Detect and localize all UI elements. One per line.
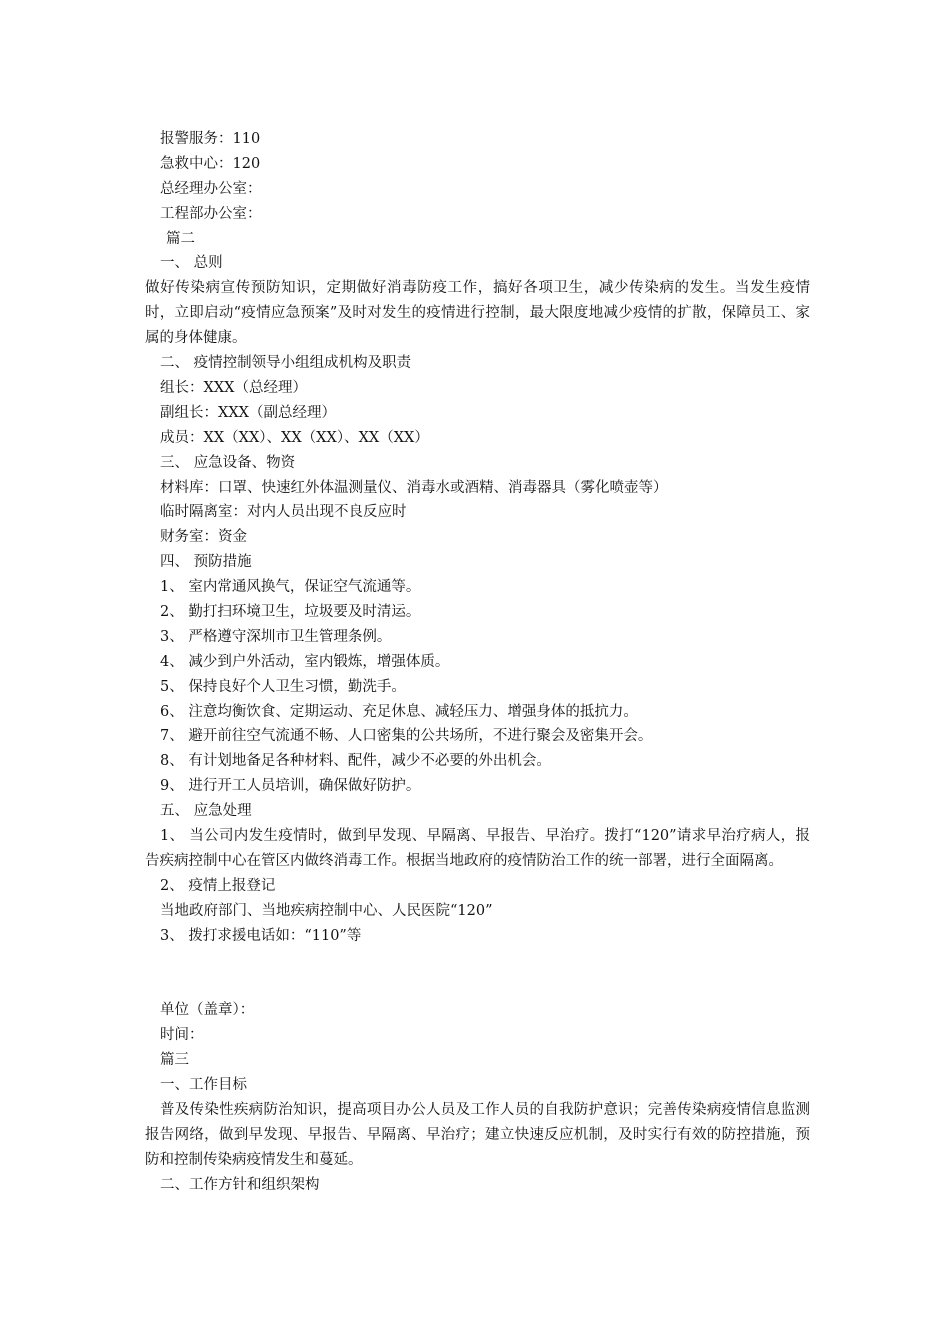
supplies-warehouse-line: 材料库：口罩、快速红外体温测量仪、消毒水或酒精、消毒器具（雾化喷壶等） — [160, 479, 668, 496]
prevention-item: 4、 减少到户外活动，室内锻炼，增强体质。 — [160, 653, 450, 670]
deputy-leader-line: 副组长：XXX（副总经理） — [160, 404, 336, 421]
spacer — [145, 948, 810, 998]
emergency-item-3: 3、 拨打求援电话如：“110”等 — [160, 927, 362, 944]
prevention-item: 5、 保持良好个人卫生习惯，勤洗手。 — [160, 678, 406, 695]
part3-section1-title: 一、工作目标 — [160, 1077, 247, 1094]
document-page — [145, 127, 810, 1198]
part2-section1-title: 一、 总则 — [160, 255, 223, 272]
emergency-item-2-detail: 当地政府部门、当地疾病控制中心、人民医院“120” — [160, 902, 493, 919]
members-line: 成员：XX（XX）、XX（XX）、XX（XX） — [160, 429, 429, 446]
leader-line: 组长：XXX（总经理） — [160, 379, 307, 396]
prevention-item: 7、 避开前往空气流通不畅、人口密集的公共场所，不进行聚会及密集开会。 — [160, 728, 653, 745]
prevention-item: 2、 勤打扫环境卫生，垃圾要及时清运。 — [160, 603, 421, 620]
contact-emergency: 急救中心：120 — [160, 155, 261, 172]
prevention-item: 8、 有计划地备足各种材料、配件，减少不必要的外出机会。 — [160, 753, 551, 770]
part3-section2-title: 二、工作方针和组织架构 — [160, 1176, 320, 1193]
part3-section1-body: 普及传染性疾病防治知识，提高项目办公人员及工作人员的自我防护意识；完善传染病疫情信息监测报告网络，做到早发现、早报告、早隔离、早治疗；建立快速反应机制，及时实行有效的防控措施，预防和控制传染病疫情发生和蔓延。 — [145, 1102, 810, 1168]
part2-section3-title: 三、 应急设备、物资 — [160, 454, 296, 471]
part2-section4-title: 四、 预防措施 — [160, 554, 252, 571]
time-line: 时间： — [160, 1027, 204, 1044]
emergency-item-2: 2、 疫情上报登记 — [160, 877, 276, 894]
contact-alarm: 报警服务：110 — [160, 131, 261, 147]
isolation-room-line: 临时隔离室：对内人员出现不良反应时 — [160, 504, 407, 521]
prevention-item: 1、 室内常通风换气，保证空气流通等。 — [160, 579, 421, 596]
prevention-item: 6、 注意均衡饮食、定期运动、充足休息、减轻压力、增强身体的抵抗力。 — [160, 703, 638, 720]
part2-section1-body: 做好传染病宣传预防知识，定期做好消毒防疫工作，搞好各项卫生，减少传染病的发生。当发生疫情时，立即启动“疫情应急预案”及时对发生的疫情进行控制，最大限度地减少疫情的扩散，保障员工、家属的身体健康。 — [145, 280, 810, 347]
contact-engineering-office: 工程部办公室： — [160, 205, 262, 222]
unit-seal-line: 单位（盖章）： — [160, 1002, 255, 1019]
finance-room-line: 财务室：资金 — [160, 529, 247, 546]
part3-heading: 篇三 — [160, 1052, 189, 1069]
part2-section2-title: 二、 疫情控制领导小组组成机构及职责 — [160, 355, 412, 372]
prevention-item: 9、 进行开工人员培训，确保做好防护。 — [160, 778, 421, 795]
part2-heading: 篇二 — [166, 230, 195, 247]
contact-gm-office: 总经理办公室： — [160, 180, 262, 197]
prevention-item: 3、 严格遵守深圳市卫生管理条例。 — [160, 628, 392, 645]
part2-section5-title: 五、 应急处理 — [160, 803, 252, 820]
emergency-item-1: 1、 当公司内发生疫情时，做到早发现、早隔离、早报告、早治疗。拨打“120”请求早治疗病人，报告疾病控制中心在管区内做终消毒工作。根据当地政府的疫情防治工作的统一部署，进行全面隔离。 — [145, 827, 810, 869]
